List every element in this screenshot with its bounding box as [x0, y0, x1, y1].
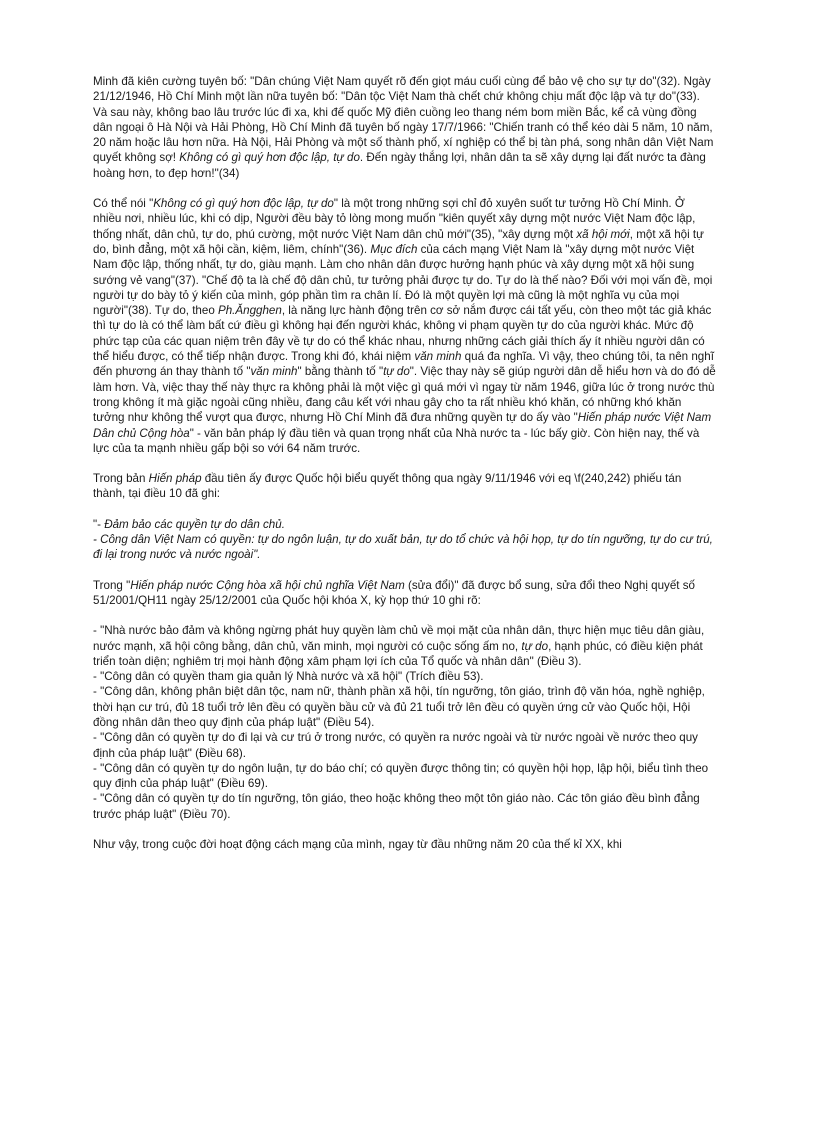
paragraph-5: Như vậy, trong cuộc đời hoạt động cách mạng của mình, ngay từ đầu những năm 20 của thế kỉ XX, khi: [93, 838, 622, 852]
list-item: - "Công dân có quyền tự do ngôn luận, tự do báo chí; có quyền được thông tin; có quyền hội họp, lập hội, biểu tình theo quy định của pháp luật" (Điều 69).: [93, 761, 709, 791]
list-item: - "Công dân có quyền tham gia quản lý Nhà nước và xã hội" (Trích điều 53).: [93, 670, 484, 684]
paragraph-2: Có thể nói "Không có gì quý hơn độc lập, tự do" là một trong những sợi chỉ đỏ xuyên suốt tư tưởng Hồ Chí Minh. Ở nhiều nơi, nhiều lúc, khi có dịp, Người đều bày tỏ lòng mong muốn "kiên quyết xây dựng một nước Việt Nam độc lập, thống nhất, dân chủ, tự do, phú cường, một nước Việt Nam dân chủ mới"(35), "xây dựng một xã hội mới, một xã hội tự do, bình đẳng, một xã hội cần, kiệm, liêm, chính"(36). Mục đích của cách mạng Việt Nam là "xây dựng một nước Việt Nam độc lập, thống nhất, tự do, giàu mạnh. Làm cho nhân dân được hưởng hạnh phúc và xây dựng một xã hội sung sướng vẻ vang"(37). "Chế độ ta là chế độ dân chủ, tư tưởng phải được tự do. Tự do là thế nào? Đối với mọi vấn đề, mọi người tự do bày tỏ ý kiến của mình, góp phần tìm ra chân lí. Đó là một quyền lợi mà cũng là một nghĩa vụ của mọi người"(38). Tự do, theo Ph.Ăngghen, là năng lực hành động trên cơ sở nắm được cái tất yếu, còn theo một tác giả khác thì tự do là có thể làm bất cứ điều gì không hại đến người khác, không vi phạm quyền tự do của người khác. Mức độ phức tạp của các quan niệm trên đây về tự do có thể khác nhau, nhưng những cách giải thích ấy ít nhiều người dân có thể hiểu được, có thể tiếp nhận được. Trong khi đó, khái niệm văn minh quá đa nghĩa. Vì vậy, theo chúng tôi, ta nên nghĩ đến phương án thay thành tố "văn minh" bằng thành tố "tự do". Việc thay này sẽ giúp người dân dễ hiểu hơn và do đó dễ làm hơn. Và, việc thay thế này thực ra không phải là một việc gì quá mới vì ngay từ năm 1946, giữa lúc ở trong nước thù trong không ít mà giặc ngoài cũng nhiều, đang câu kết với nhau gây cho ta rất nhiều khó khăn, có những khó khăn tưởng như không thể vượt qua được, nhưng Hồ Chí Minh đã đưa những quyền tự do ấy vào "Hiến pháp nước Việt Nam Dân chủ Cộng hòa" - văn bản pháp lý đầu tiên và quan trọng nhất của Nhà nước ta - lúc bấy giờ. Còn hiện nay, thế và lực của ta mạnh nhiều gấp bội so với 64 năm trước.: [93, 197, 716, 455]
list-item: - "Công dân có quyền tự do tín ngưỡng, tôn giáo, theo hoặc không theo một tôn giáo nào. Các tôn giáo đều bình đẳng trước pháp luật" (Điều 70).: [93, 792, 700, 821]
paragraph-1: Minh đã kiên cường tuyên bố: "Dân chúng Việt Nam quyết rõ đến giọt máu cuối cùng để bảo vệ cho sự tự do"(32). Ngày 21/12/1946, Hồ Chí Minh một lần nữa tuyên bố: "Dân tộc Việt Nam thà chết chứ không chịu mất độc lập và tự do"(33). Và sau này, không bao lâu trước lúc đi xa, khi đế quốc Mỹ điên cuồng leo thang ném bom miền Bắc, kể cả vùng đồng dân ngoại ô Hà Nội và Hải Phòng, Hồ Chí Minh đã tuyên bố ngày 17/7/1966: "Chiến tranh có thể kéo dài 5 năm, 10 năm, 20 năm hoặc lâu hơn nữa. Hà Nội, Hải Phòng và một số thành phố, xí nghiệp có thể bị tàn phá, song nhân dân Việt Nam quyết không sợ! Không có gì quý hơn độc lập, tự do. Đến ngày thắng lợi, nhân dân ta sẽ xây dựng lại đất nước ta đàng hoàng hơn, to đẹp hơn!"(34): [93, 75, 714, 180]
quote-line-1: "- Đảm bảo các quyền tự do dân chủ.: [93, 517, 285, 531]
quote-line-2: - Công dân Việt Nam có quyền: tự do ngôn luận, tự do xuất bản, tự do tổ chức và hội họp, tự do tín ngưỡng, tự do cư trú, đi lại trong nước và nước ngoài".: [93, 533, 713, 562]
paragraph-3: Trong bản Hiến pháp đầu tiên ấy được Quốc hội biểu quyết thông qua ngày 9/11/1946 với eq \f(240,242) phiếu tán thành, tại điều 10 đã ghi:: [93, 472, 682, 501]
paragraph-4: Trong "Hiến pháp nước Cộng hòa xã hội chủ nghĩa Việt Nam (sửa đổi)" đã được bổ sung, sửa đổi theo Nghị quyết số 51/2001/QH11 ngày 25/12/2001 của Quốc hội khóa X, kỳ họp thứ 10 ghi rõ:: [93, 578, 695, 607]
list-item: - "Công dân, không phân biệt dân tộc, nam nữ, thành phần xã hội, tín ngưỡng, tôn giáo, trình độ văn hóa, nghề nghiệp, thời hạn cư trú, đủ 18 tuổi trở lên đều có quyền bầu cử và đủ 21 tuổi trở lên đều có quyền ứng cử vào Quốc hội, Hội đồng nhân dân theo quy định của pháp luật" (Điều 54).: [93, 685, 705, 729]
list-item: - "Nhà nước bảo đảm và không ngừng phát huy quyền làm chủ về mọi mặt của nhân dân, thực hiện mục tiêu dân giàu, nước mạnh, xã hội công bằng, dân chủ, văn minh, mọi người có cuộc sống ấm no, tự do, hạnh phúc, có điều kiện phát triển toàn diện; nghiêm trị mọi hành động xâm phạm lợi ích của Tổ quốc và nhân dân" (Điều 3).: [93, 624, 705, 668]
list-item: - "Công dân có quyền tự do đi lại và cư trú ở trong nước, có quyền ra nước ngoài và từ nước ngoài về nước theo quy định của pháp luật" (Điều 68).: [93, 731, 698, 760]
